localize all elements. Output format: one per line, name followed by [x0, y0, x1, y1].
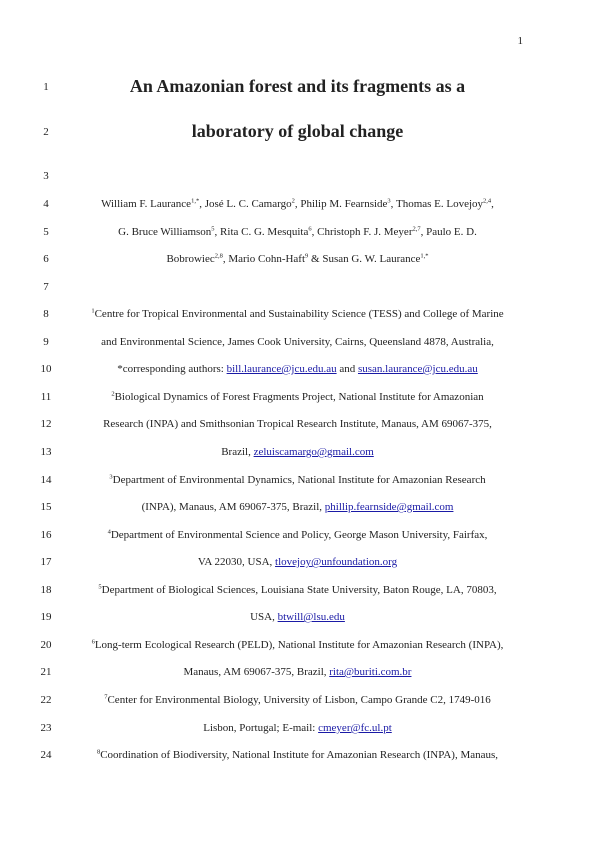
affiliation-text — [70, 444, 525, 460]
manuscript-line — [0, 361, 595, 377]
affiliation-marker: 2,7 — [412, 225, 421, 233]
manuscript-line — [0, 224, 595, 240]
manuscript-line — [0, 527, 595, 543]
affiliation-marker: 4 — [107, 528, 111, 536]
email-link[interactable]: btwill@lsu.edu — [277, 611, 345, 623]
affiliation-line: Long-term Ecological Research (PELD), National Institute for Amazonian Research (INPA), — [94, 639, 504, 651]
author-name: Bobrowiec — [166, 253, 215, 265]
affiliation-line: Department of Biological Sciences, Louisiana State University, Baton Rouge, LA, 70803, — [101, 584, 497, 596]
author-list — [70, 224, 525, 240]
manuscript-line — [0, 306, 595, 322]
author-name: , Christoph F. J. Meyer — [311, 226, 413, 238]
manuscript-line — [0, 416, 595, 432]
affiliation-text — [70, 499, 525, 515]
title-line-2: laboratory of global change — [191, 121, 404, 141]
author-list — [70, 251, 525, 267]
manuscript-line — [0, 444, 595, 460]
author-name: , Paulo E. D. — [420, 226, 477, 238]
line-number: 6 — [43, 253, 49, 265]
manuscript-line — [0, 499, 595, 515]
affiliation-line: VA 22030, USA, — [197, 556, 276, 568]
affiliation-line: Brazil, — [221, 446, 254, 458]
manuscript-line — [0, 279, 595, 295]
line-number: 9 — [43, 336, 49, 348]
affiliation-marker: 2 — [111, 390, 115, 398]
affiliation-text — [70, 554, 525, 570]
affiliation-line: and Environmental Science, James Cook University, Cairns, Queensland 4878, Australia, — [101, 336, 494, 348]
affiliation-text — [70, 720, 525, 736]
author-name: , Rita C. G. Mesquita — [214, 226, 309, 238]
line-number: 16 — [40, 529, 52, 541]
email-link[interactable]: phillip.fearnside@gmail.com — [324, 501, 454, 513]
manuscript-line — [0, 554, 595, 570]
manuscript-line — [0, 76, 595, 96]
affiliation-text — [70, 692, 525, 708]
line-number: 22 — [40, 694, 52, 706]
author-name: , Mario Cohn-Haft — [222, 253, 306, 265]
line-number: 17 — [40, 556, 52, 568]
affiliation-text — [70, 637, 525, 653]
affiliation-marker: 9 — [305, 252, 309, 260]
line-number: 20 — [40, 639, 52, 651]
separator: , — [491, 198, 494, 210]
affiliation-marker: 2 — [291, 197, 295, 205]
affiliation-line: Centre for Tropical Environmental and Sustainability Science (TESS) and College of Marine — [94, 308, 504, 320]
affiliation-marker: 1,* — [420, 252, 429, 260]
affiliation-line: Manaus, AM 69067-375, Brazil, — [183, 666, 330, 678]
affiliation-line: Department of Environmental Dynamics, National Institute for Amazonian Research — [112, 474, 486, 486]
affiliation-line: Lisbon, Portugal; E-mail: — [203, 722, 319, 734]
manuscript-line — [0, 692, 595, 708]
affiliation-marker: 5 — [211, 225, 215, 233]
manuscript-line — [0, 168, 595, 184]
manuscript-line — [0, 251, 595, 267]
line-number: 18 — [40, 584, 52, 596]
author-name: , José L. C. Camargo — [199, 198, 292, 210]
manuscript-line — [0, 121, 595, 141]
manuscript-line — [0, 472, 595, 488]
manuscript-line — [0, 747, 595, 763]
title-line-1: An Amazonian forest and its fragments as a — [129, 76, 466, 96]
affiliation-text — [70, 527, 525, 543]
line-number: 14 — [40, 474, 52, 486]
affiliation-text — [70, 306, 525, 322]
affiliation-text — [70, 747, 525, 763]
manuscript-line — [0, 720, 595, 736]
manuscript-line — [0, 334, 595, 350]
manuscript-line — [0, 582, 595, 598]
line-number: 21 — [40, 666, 52, 678]
author-name: William F. Laurance — [101, 198, 192, 210]
line-number: 23 — [40, 722, 52, 734]
line-number: 7 — [43, 281, 49, 293]
affiliation-text — [70, 609, 525, 625]
affiliation-line: Biological Dynamics of Forest Fragments Project, National Institute for Amazonian — [114, 391, 484, 403]
line-number: 5 — [43, 226, 49, 238]
affiliation-marker: 3 — [387, 197, 391, 205]
line-number: 4 — [43, 198, 49, 210]
affiliation-line: Center for Environmental Biology, University of Lisbon, Campo Grande C2, 1749-016 — [107, 694, 491, 706]
line-number: 1 — [43, 81, 49, 93]
affiliation-marker: 6 — [308, 225, 312, 233]
email-link[interactable]: zeluiscamargo@gmail.com — [253, 446, 374, 458]
manuscript-line — [0, 609, 595, 625]
corresponding-label: *corresponding authors: — [117, 363, 227, 375]
line-number: 8 — [43, 308, 49, 320]
line-number: 19 — [40, 611, 52, 623]
affiliation-text — [70, 472, 525, 488]
affiliation-line: Department of Environmental Science and Policy, George Mason University, Fairfax, — [110, 529, 488, 541]
affiliation-marker: 2,8 — [214, 252, 223, 260]
affiliation-marker: 3 — [109, 473, 113, 481]
line-number: 2 — [43, 126, 49, 138]
author-name: & Susan G. W. Laurance — [308, 253, 421, 265]
line-number: 15 — [40, 501, 52, 513]
affiliation-line: USA, — [250, 611, 278, 623]
line-number: 10 — [40, 363, 52, 375]
affiliation-marker: 7 — [104, 693, 108, 701]
affiliation-marker: 2,4 — [483, 197, 492, 205]
line-number: 11 — [40, 391, 52, 403]
line-number: 12 — [40, 418, 52, 430]
affiliation-marker: 1,* — [191, 197, 200, 205]
affiliation-line: (INPA), Manaus, AM 69067-375, Brazil, — [141, 501, 325, 513]
author-name: , Philip M. Fearnside — [294, 198, 388, 210]
manuscript-line — [0, 664, 595, 680]
affiliation-text — [70, 664, 525, 680]
conjunction: and — [336, 363, 358, 375]
line-number: 13 — [40, 446, 52, 458]
author-name: G. Bruce Williamson — [118, 226, 212, 238]
author-name: , Thomas E. Lovejoy — [390, 198, 484, 210]
author-list — [70, 196, 525, 212]
affiliation-marker: 1 — [91, 307, 95, 315]
corresponding-authors — [70, 361, 525, 377]
page-number: 1 — [517, 35, 523, 47]
line-number: 24 — [40, 749, 52, 761]
affiliation-marker: 6 — [91, 638, 95, 646]
email-link[interactable]: bill.laurance@jcu.edu.au — [226, 363, 337, 375]
line-number: 3 — [43, 170, 49, 182]
email-link[interactable]: tlovejoy@unfoundation.org — [275, 556, 398, 568]
email-link[interactable]: cmeyer@fc.ul.pt — [318, 722, 392, 734]
affiliation-line: Coordination of Biodiversity, National Institute for Amazonian Research (INPA), Manaus, — [100, 749, 499, 761]
affiliation-text — [70, 582, 525, 598]
affiliation-marker: 5 — [98, 583, 102, 591]
manuscript-line — [0, 637, 595, 653]
affiliation-line: Research (INPA) and Smithsonian Tropical Research Institute, Manaus, AM 69067-375, — [103, 418, 492, 430]
email-link[interactable]: rita@buriti.com.br — [329, 666, 412, 678]
email-link[interactable]: susan.laurance@jcu.edu.au — [357, 363, 478, 375]
affiliation-marker: 8 — [96, 748, 101, 756]
manuscript-line — [0, 389, 595, 405]
affiliation-text — [70, 389, 525, 405]
manuscript-line — [0, 196, 595, 212]
